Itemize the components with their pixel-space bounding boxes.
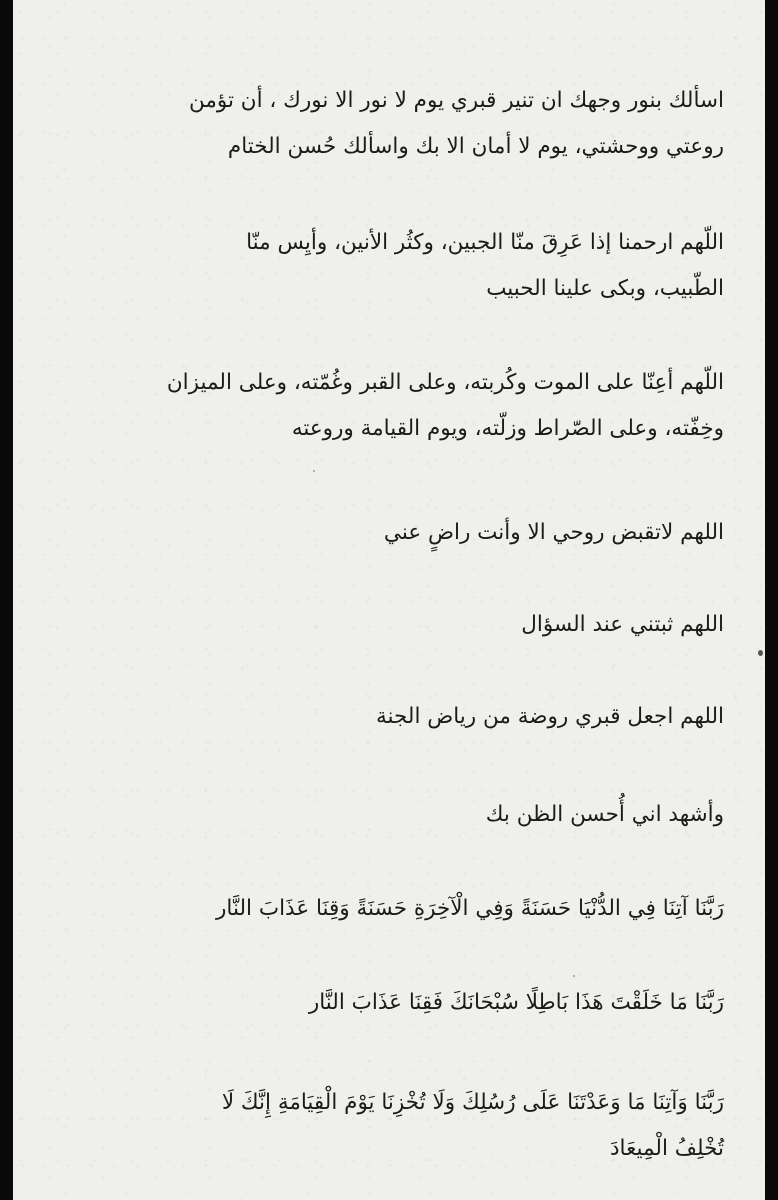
text-line: الطّبيب، وبكى علينا الحبيب bbox=[486, 276, 724, 301]
paragraph-4 bbox=[102, 510, 724, 556]
paper-speck bbox=[758, 650, 763, 656]
text-line: روعتي ووحشتي، يوم لا أمان الا بك واسألك حُسن الختام bbox=[227, 134, 724, 159]
text-line: اللهم لاتقبض روحي الا وأنت راضٍ عني bbox=[383, 520, 724, 545]
text-line: وأشهد اني أُحسن الظن بك bbox=[485, 802, 724, 827]
text-line: رَبَّنَا آتِنَا فِي الدُّنْيَا حَسَنَةً وَفِي الْآخِرَةِ حَسَنَةً وَقِنَا عَذَابَ النَّار bbox=[216, 896, 724, 921]
paragraph-9 bbox=[102, 980, 724, 1026]
text-line: اللهم ثبتني عند السؤال bbox=[521, 612, 724, 637]
paragraph-2 bbox=[102, 220, 724, 312]
text-line: اللّهم ارحمنا إذا عَرِقَ منّا الجبين، وكثُر الأنين، وأيِس منّا bbox=[246, 230, 724, 255]
text-line: اللّهم أعِنّا على الموت وكُربته، وعلى القبر وغُمّته، وعلى الميزان bbox=[166, 370, 724, 395]
paper-speck bbox=[313, 470, 315, 472]
paragraph-6 bbox=[102, 694, 724, 740]
paragraph-8 bbox=[102, 886, 724, 932]
paragraph-7 bbox=[102, 792, 724, 838]
text-line: اسألك بنور وجهك ان تنير قبري يوم لا نور الا نورك ، أن تؤمن bbox=[188, 88, 724, 113]
text-line: وخِفّته، وعلى الصّراط وزلّته، ويوم القيامة وروعته bbox=[291, 416, 724, 441]
text-line: تُخْلِفُ الْمِيعَادَ bbox=[609, 1136, 724, 1161]
paragraph-10 bbox=[102, 1080, 724, 1172]
text-line: رَبَّنَا وَآتِنَا مَا وَعَدْتَنَا عَلَى رُسُلِكَ وَلَا تُخْزِنَا يَوْمَ الْقِيَامَةِ إِنَّكَ لَا bbox=[221, 1090, 724, 1115]
paragraph-3 bbox=[102, 360, 724, 452]
paper-speck bbox=[573, 975, 575, 977]
paragraph-1 bbox=[102, 78, 724, 170]
paragraph-5 bbox=[102, 602, 724, 648]
text-line: اللهم اجعل قبري روضة من رياض الجنة bbox=[376, 704, 724, 729]
text-line: رَبَّنَا مَا خَلَقْتَ هَذَا بَاطِلًا سُبْحَانَكَ فَقِنَا عَذَابَ النَّار bbox=[308, 990, 724, 1015]
